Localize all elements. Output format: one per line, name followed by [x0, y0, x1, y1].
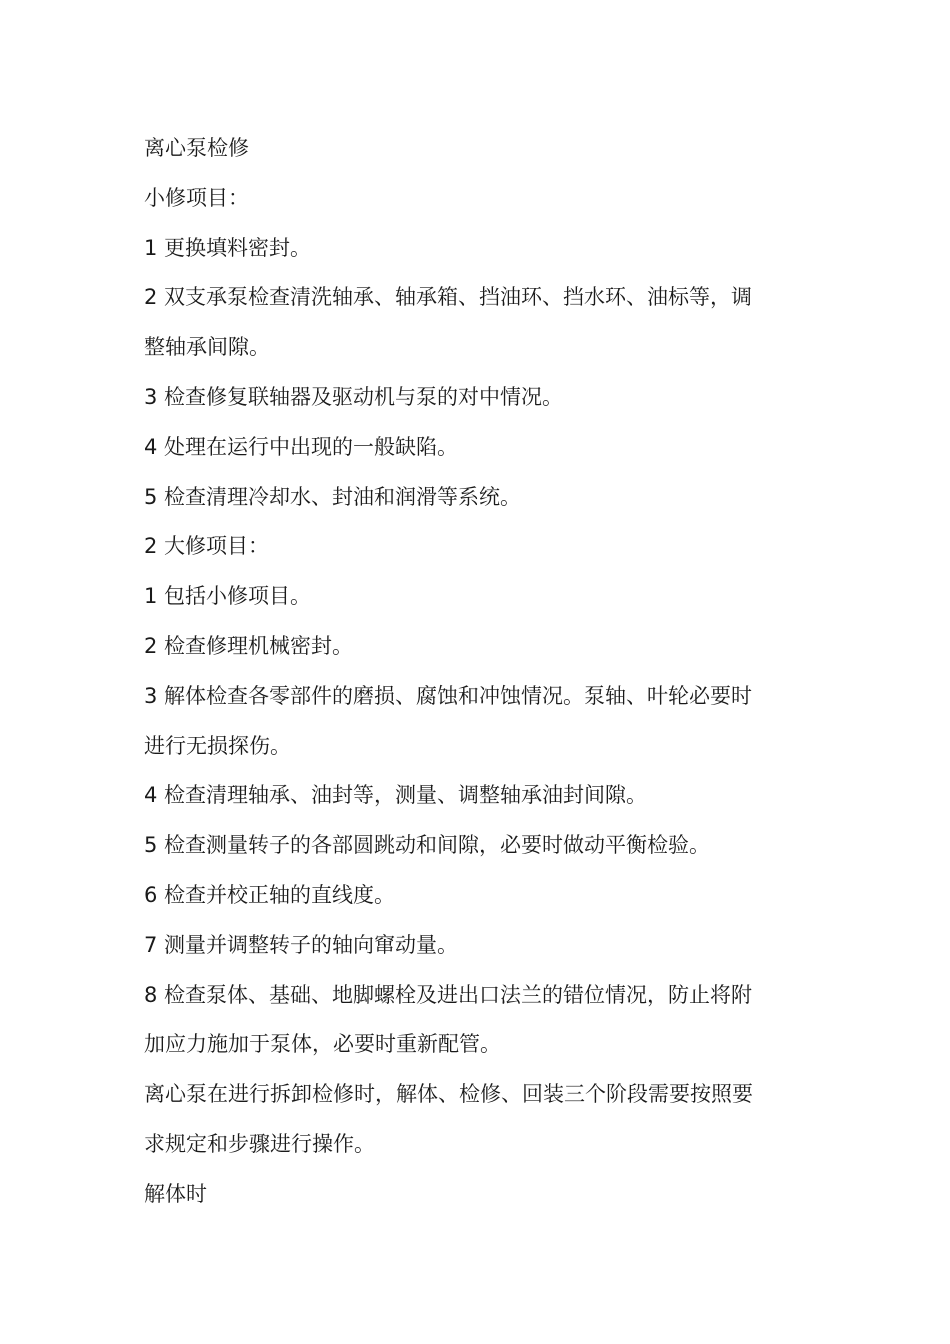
text-line: 2 检查修理机械密封。 — [144, 633, 354, 658]
text-line: 求规定和步骤进行操作。 — [144, 1131, 375, 1156]
text-line: 7 测量并调整转子的轴向窜动量。 — [144, 932, 459, 957]
section-heading-major-repair: 2 大修项目： — [144, 534, 270, 559]
text-line: 离心泵在进行拆卸检修时，解体、检修、回装三个阶段需要按照要 — [144, 1082, 753, 1107]
text-line: 3 检查修复联轴器及驱动机与泵的对中情况。 — [144, 384, 564, 409]
text-line: 4 检查清理轴承、油封等，测量、调整轴承油封间隙。 — [144, 783, 648, 808]
text-line: 1 包括小修项目。 — [144, 584, 312, 609]
section-heading-minor-repair: 小修项目： — [144, 185, 249, 210]
text-line: 加应力施加于泵体，必要时重新配管。 — [144, 1032, 501, 1057]
text-line: 6 检查并校正轴的直线度。 — [144, 882, 396, 907]
text-line: 2 双支承泵检查清洗轴承、轴承箱、挡油环、挡水环、油标等，调 — [144, 285, 753, 310]
document-title: 离心泵检修 — [144, 136, 249, 160]
section-heading-disassembly: 解体时 — [144, 1181, 207, 1206]
text-line: 3 解体检查各零部件的磨损、腐蚀和冲蚀情况。泵轴、叶轮必要时 — [144, 683, 753, 708]
text-line: 8 检查泵体、基础、地脚螺栓及进出口法兰的错位情况，防止将附 — [144, 982, 753, 1007]
text-line: 1 更换填料密封。 — [144, 235, 312, 260]
text-line: 5 检查测量转子的各部圆跳动和间隙，必要时做动平衡检验。 — [144, 833, 711, 858]
text-line: 进行无损探伤。 — [144, 733, 291, 758]
text-line: 4 处理在运行中出现的一般缺陷。 — [144, 434, 459, 459]
text-line: 5 检查清理冷却水、封油和润滑等系统。 — [144, 484, 522, 509]
text-line: 整轴承间隙。 — [144, 335, 270, 360]
document-body — [144, 124, 810, 1220]
